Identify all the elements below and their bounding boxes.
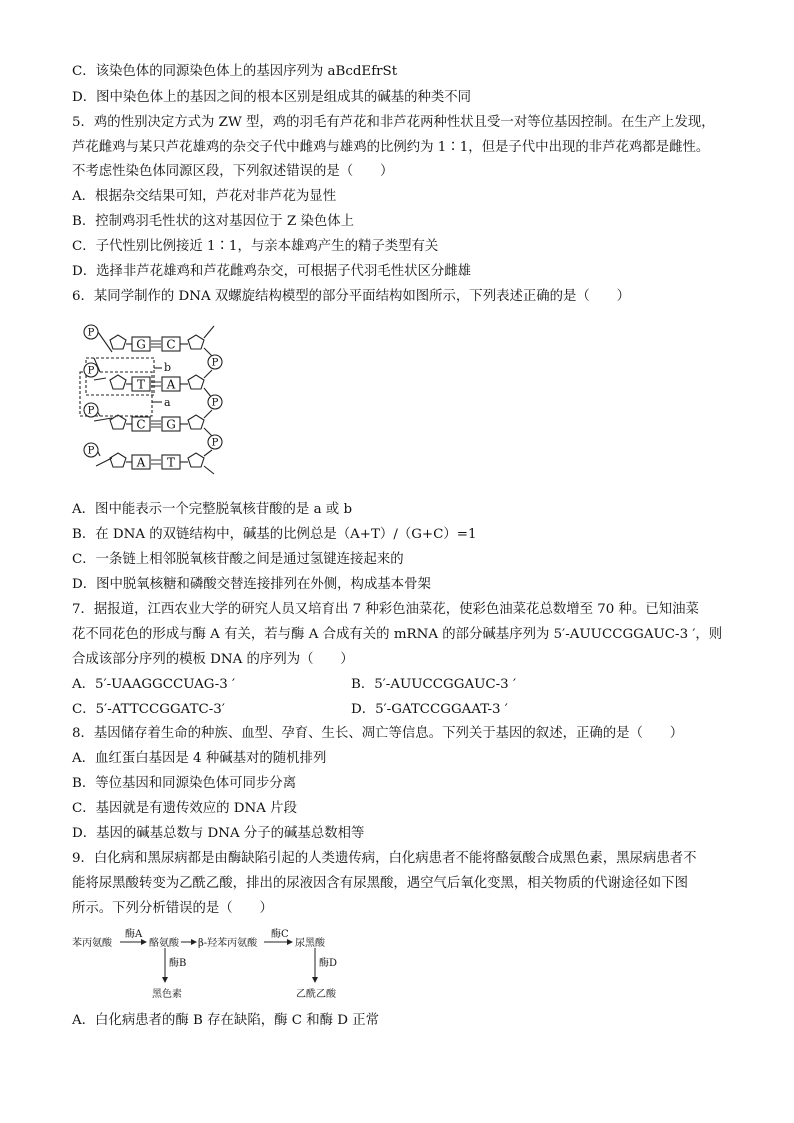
q6-option-c: C．一条链上相邻脱氧核苷酸之间是通过氢键连接起来的 (72, 552, 404, 567)
q7-option-c: C．5′-ATTCCGGATC-3′ (72, 702, 225, 717)
phosphate-label: P (87, 445, 95, 457)
phosphate-label: P (87, 365, 95, 377)
q6-option-a: A．图中能表示一个完整脱氧核苷酸的是 a 或 b (72, 502, 353, 517)
q9-option-a: A．白化病患者的酶 B 存在缺陷，酶 C 和酶 D 正常 (72, 1013, 380, 1028)
q5-stem-line-3: 不考虑性染色体同源区段，下列叙述错误的是（ ） (72, 164, 394, 179)
q4-option-c: C．该染色体的同源染色体上的基因序列为 aBcdEfrSt (72, 64, 398, 79)
right-base-label: G (166, 417, 176, 432)
q7-stem-line-2: 花不同花色的形成与酶 A 有关，若与酶 A 合成有关的 mRNA 的部分碱基序列为 5′-AUUCCGGAUC-3 ′，则 (72, 627, 723, 642)
left-base-label: T (136, 377, 146, 392)
phenylalanine-label: 苯丙氨酸 (72, 938, 112, 949)
label-b: b (164, 361, 172, 374)
dna-structure-figure (76, 318, 236, 488)
q6-stem: 6．某同学制作的 DNA 双螺旋结构模型的部分平面结构如图所示，下列表述正确的是（ ） (72, 289, 630, 304)
q8-option-c: C．基因就是有遗传效应的 DNA 片段 (72, 801, 297, 816)
right-base-label: C (166, 337, 176, 352)
left-base-label: A (136, 455, 146, 470)
label-a: a (164, 396, 171, 409)
q8-stem: 8．基因储存着生命的种族、血型、孕育、生长、凋亡等信息。下列关于基因的叙述，正确的是（ ） (72, 726, 684, 741)
q5-option-b: B．控制鸡羽毛性状的这对基因位于 Z 染色体上 (72, 214, 355, 229)
melanin-label: 黑色素 (152, 989, 182, 1000)
q5-stem-line-2: 芦花雌鸡与某只芦花雄鸡的杂交子代中雌鸡与雄鸡的比例约为 1∶1，但是子代中出现的非芦花鸡都是雌性。 (72, 140, 710, 155)
homogentisic-acid-label: 尿黑酸 (295, 938, 325, 949)
hydroxyphenyl-label: β-羟苯丙氨酸 (198, 938, 258, 949)
enzyme-a-label: 酶A (125, 929, 143, 940)
phosphate-label: P (211, 397, 219, 409)
metabolic-pathway-diagram (70, 924, 360, 1004)
q9-stem-line-1: 9．白化病和黑尿病都是由酶缺陷引起的人类遗传病，白化病患者不能将酪氨酸合成黑色素，黑尿病患者不 (72, 851, 697, 866)
right-base-label: A (166, 377, 176, 392)
q6-option-b: B．在 DNA 的双链结构中，碱基的比例总是（A+T）/（G+C）=1 (72, 527, 477, 542)
q7-stem-line-3: 合成该部分序列的模板 DNA 的序列为（ ） (72, 652, 354, 667)
tyrosine-label: 酪氨酸 (149, 938, 179, 949)
right-base-label: T (166, 455, 176, 470)
acetoacetate-label: 乙酰乙酸 (296, 989, 336, 1000)
left-base-label: C (136, 417, 146, 432)
q9-stem-line-3: 所示。下列分析错误的是（ ） (72, 901, 273, 916)
q7-stem-line-1: 7．据报道，江西农业大学的研究人员又培育出 7 种彩色油菜花，使彩色油菜花总数增至 70 种。已知油菜 (72, 602, 699, 617)
q9-stem-line-2: 能将尿黑酸转变为乙酰乙酸，排出的尿液因含有尿黑酸，遇空气后氧化变黑，相关物质的代谢途径如下图 (72, 876, 688, 891)
q7-option-a: A．5′-UAAGGCCUAG-3 ′ (72, 677, 236, 692)
q5-option-c: C．子代性别比例接近 1∶1，与亲本雄鸡产生的精子类型有关 (72, 239, 439, 254)
enzyme-d-label: 酶D (319, 958, 338, 969)
phosphate-label: P (211, 437, 219, 449)
phosphate-label: P (211, 357, 219, 369)
phosphate-label: P (87, 327, 95, 339)
left-base-label: G (136, 337, 146, 352)
q5-option-a: A．根据杂交结果可知，芦花对非芦花为显性 (72, 189, 337, 204)
q7-option-d: D．5′-GATCCGGAAT-3 ′ (351, 702, 508, 717)
enzyme-c-label: 酶C (271, 929, 289, 940)
q7-option-b: B．5′-AUUCCGGAUC-3 ′ (351, 677, 516, 692)
q5-option-d: D．选择非芦花雄鸡和芦花雌鸡杂交，可根据子代羽毛性状区分雌雄 (72, 264, 472, 279)
q5-stem-line-1: 5．鸡的性别决定方式为 ZW 型，鸡的羽毛有芦花和非芦花两种性状且受一对等位基因控制。在生产上发现， (72, 115, 715, 130)
q6-option-d: D．图中脱氧核糖和磷酸交替连接排列在外侧，构成基本骨架 (72, 577, 431, 592)
q8-option-b: B．等位基因和同源染色体可同步分离 (72, 776, 297, 791)
enzyme-b-label: 酶B (169, 958, 187, 969)
phosphate-label: P (87, 405, 95, 417)
q4-option-d: D．图中染色体上的基因之间的根本区别是组成其的碱基的种类不同 (72, 90, 472, 105)
q8-option-d: D．基因的碱基总数与 DNA 分子的碱基总数相等 (72, 826, 365, 841)
q8-option-a: A．血红蛋白基因是 4 种碱基对的随机排列 (72, 751, 327, 766)
